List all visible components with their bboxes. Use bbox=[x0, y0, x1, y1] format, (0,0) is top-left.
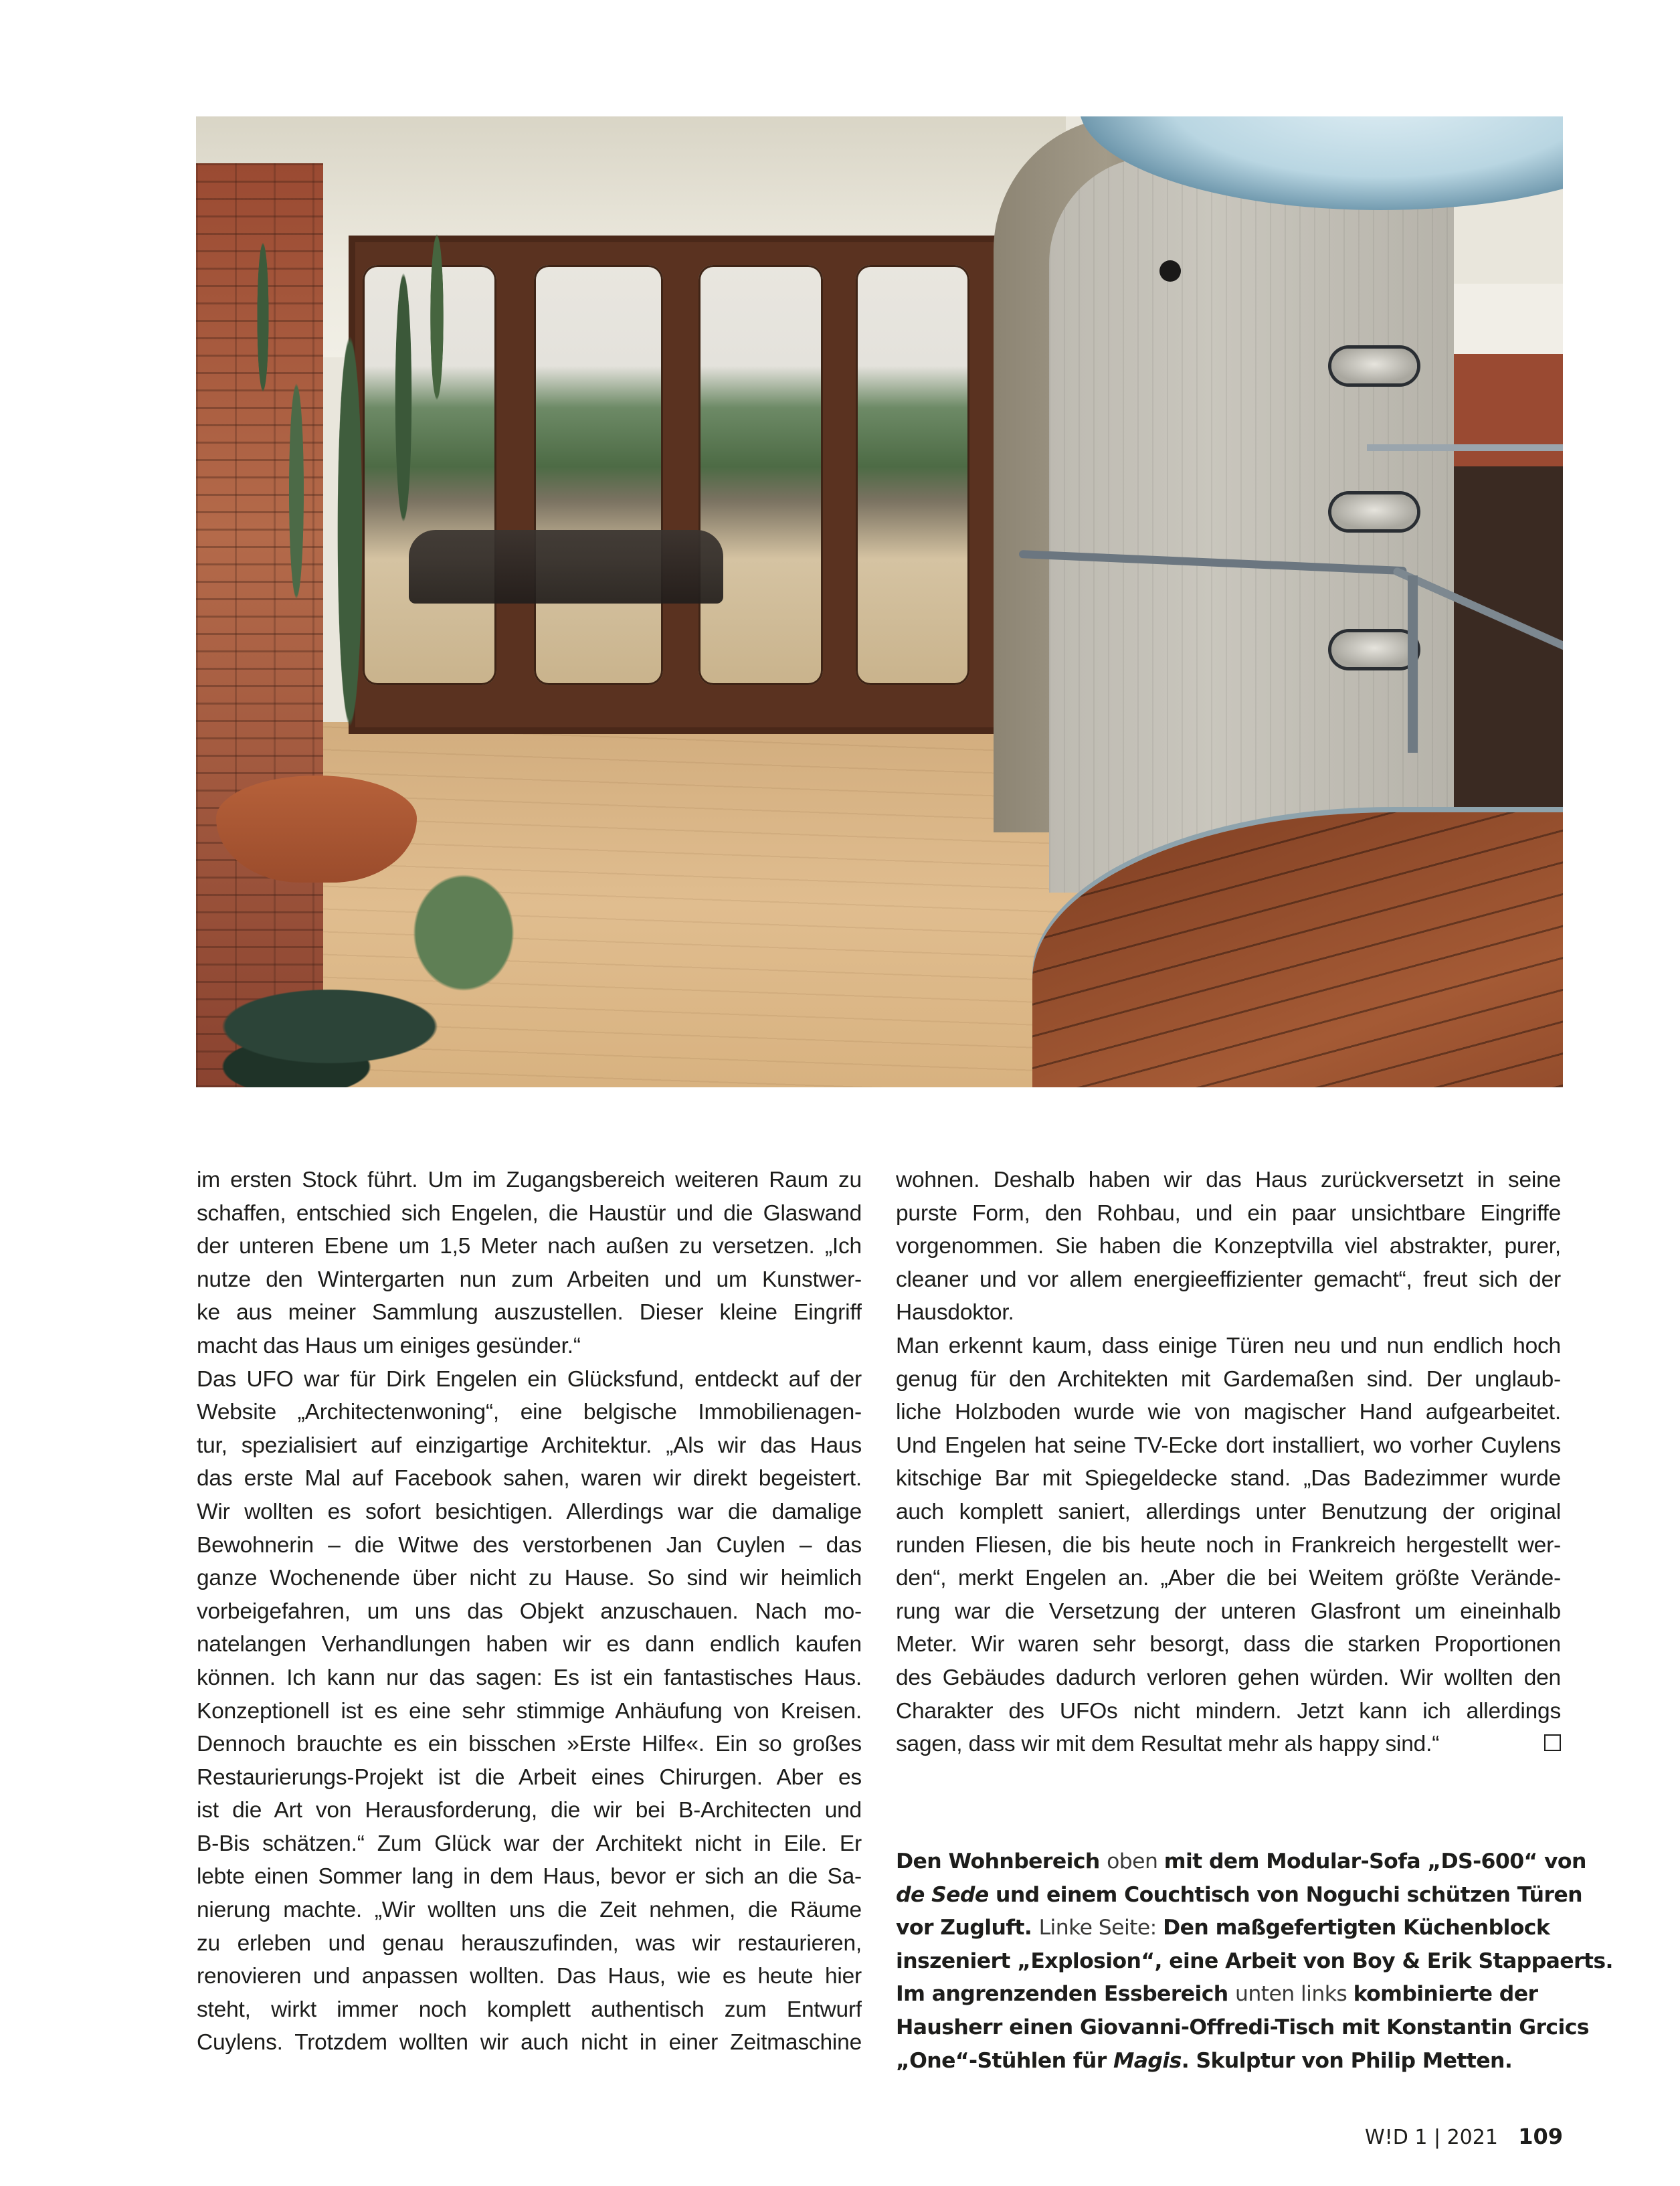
text-line: den“, merkt Engelen an. „Aber die bei Weitem größte Verände- bbox=[896, 1566, 1561, 1591]
photo-caption bbox=[896, 1845, 1613, 2078]
text-line: Bewohnerin – die Witwe des verstorbenen Jan Cuylen – das bbox=[197, 1532, 862, 1558]
text-line: nierung machte. „Wir wollten uns die Zeit nehmen, die Räume bbox=[197, 1898, 862, 1923]
text-line: Charakter des UFOs nicht mindern. Jetzt kann ich allerdings bbox=[896, 1698, 1561, 1724]
text-line: im ersten Stock führt. Um im Zugangsbereich weiteren Raum zu bbox=[197, 1168, 862, 1192]
text-line-final bbox=[896, 1728, 1561, 1761]
caption-line bbox=[896, 1912, 1565, 1945]
caption-run: de Sede bbox=[896, 1882, 989, 1907]
text-line: ist die Art von Herausforderung, die wir bei B-Architecten und bbox=[197, 1798, 862, 1823]
text-line: Und Engelen hat seine TV-Ecke dort installiert, wo vorher Cuylens bbox=[896, 1433, 1561, 1458]
caption-run: und einem Couchtisch von Noguchi schützen Türen bbox=[988, 1882, 1582, 1907]
text-line: schaffen, entschied sich Engelen, die Haustür und die Glaswand bbox=[197, 1200, 862, 1226]
caption-run: „One“-Stühlen für bbox=[896, 2048, 1114, 2073]
text-line: B-Bis schätzen.“ Zum Glück war der Architekt nicht in Eile. Er bbox=[197, 1831, 862, 1856]
wall-lamp-icon bbox=[1331, 632, 1417, 667]
handrail-post bbox=[1408, 575, 1418, 753]
caption-line bbox=[896, 2045, 1565, 2078]
text-line: vorgenommen. Sie haben die Konzeptvilla viel abstrakter, purer, bbox=[896, 1234, 1561, 1259]
text-line: liche Holzboden wurde wie von magischer Hand aufgearbeitet. bbox=[896, 1400, 1561, 1425]
text-line: das erste Mal auf Facebook sahen, waren wir direkt begeistert. bbox=[197, 1466, 862, 1491]
text-line: Man erkennt kaum, dass einige Türen neu und nun endlich hoch bbox=[896, 1333, 1561, 1358]
text-line: lebte einen Sommer lang in dem Haus, bevor er sich an die Sa- bbox=[197, 1864, 862, 1890]
text-line: natelangen Verhandlungen haben wir es dann endlich kaufen bbox=[197, 1632, 862, 1657]
caption-run: unten links bbox=[1234, 1982, 1354, 2007]
final-sentence: sagen, dass wir mit dem Resultat mehr als happy sind.“ bbox=[896, 1732, 1440, 1757]
gallery-railing bbox=[1367, 444, 1563, 451]
text-line: Website „Architectenwoning“, eine belgische Immobilienagen- bbox=[197, 1400, 862, 1425]
caption-run: oben bbox=[1107, 1849, 1164, 1874]
text-line: steht, wirkt immer noch komplett authentisch zum Entwurf bbox=[197, 1997, 862, 2022]
text-line: tur, spezialisiert auf einzigartige Architektur. „Als wir das Haus bbox=[197, 1433, 862, 1458]
caption-run: Im angrenzenden Essbereich bbox=[896, 1982, 1235, 2007]
page-footer bbox=[1365, 2124, 1563, 2151]
caption-run: kombinierte der bbox=[1353, 1982, 1538, 2007]
caption-line bbox=[896, 1945, 1613, 1979]
caption-run: Magis bbox=[1113, 2048, 1182, 2073]
caption-run: . Skulptur von Philip Metten. bbox=[1181, 2048, 1513, 2073]
text-line: wohnen. Deshalb haben wir das Haus zurückversetzt in seine bbox=[896, 1168, 1561, 1192]
text-line: cleaner und vor allem energieeffizienter gemacht“, freut sich der bbox=[896, 1267, 1561, 1292]
glass-pane-4 bbox=[856, 265, 969, 685]
text-line: purste Form, den Rohbau, und ein paar unsichtbare Eingriffe bbox=[896, 1200, 1561, 1226]
caption-line bbox=[896, 1879, 1582, 1912]
article-column-right bbox=[896, 1164, 1561, 1761]
text-line: Wir wollten es sofort besichtigen. Allerdings war die damalige bbox=[197, 1499, 862, 1524]
wall-lamp-icon bbox=[1331, 349, 1417, 383]
text-line: ke aus meiner Sammlung auszustellen. Dieser kleine Eingriff bbox=[197, 1300, 862, 1326]
text-line: vorbeigefahren, um uns das Objekt anzuschauen. Nach mo- bbox=[197, 1599, 862, 1624]
caption-run: inszeniert „Explosion“, eine Arbeit von Boy & Erik Stappaerts. bbox=[896, 1948, 1613, 1973]
text-line: Meter. Wir waren sehr besorgt, dass die starken Proportionen bbox=[896, 1632, 1561, 1657]
text-line: Restaurierungs-Projekt ist die Arbeit eines Chirurgen. Aber es bbox=[197, 1764, 862, 1790]
article-column-left bbox=[197, 1164, 862, 2060]
caption-line bbox=[896, 2011, 1589, 2045]
square-end-mark-icon bbox=[1544, 1734, 1561, 1751]
wall-hole bbox=[1159, 260, 1181, 282]
text-line: rung war die Versetzung der unteren Glasfront um eineinhalb bbox=[896, 1599, 1561, 1624]
text-line: auch komplett saniert, allerdings unter Benutzung der original bbox=[896, 1499, 1561, 1524]
text-line: Dennoch brauchte es ein bisschen »Erste Hilfe«. Ein so großes bbox=[197, 1732, 862, 1757]
caption-run: Den Wohnbereich bbox=[896, 1849, 1107, 1874]
text-line: Konzeptionell ist es eine sehr stimmige Anhäufung von Kreisen. bbox=[197, 1698, 862, 1724]
text-line: Hausdoktor. bbox=[896, 1300, 1014, 1326]
caption-run: mit dem Modular-Sofa „DS-600“ von bbox=[1163, 1849, 1586, 1874]
text-line: können. Ich kann nur das sagen: Es ist ein fantastisches Haus. bbox=[197, 1665, 862, 1690]
page-number: 109 bbox=[1518, 2124, 1563, 2149]
text-line: renovieren und anpassen wollten. Das Haus, wie es heute hier bbox=[197, 1964, 862, 1989]
text-line: kitschige Bar mit Spiegeldecke stand. „Das Badezimmer wurde bbox=[896, 1466, 1561, 1491]
glass-pane-3 bbox=[698, 265, 823, 685]
foreground-plants bbox=[196, 799, 571, 1087]
text-line: nutze den Wintergarten nun zum Arbeiten und um Kunstwer- bbox=[197, 1267, 862, 1292]
caption-line bbox=[896, 1978, 1565, 2011]
text-line: genug für den Architekten mit Gardemaßen sind. Der unglaub- bbox=[896, 1366, 1561, 1392]
text-line: der unteren Ebene um 1,5 Meter nach außen zu versetzen. „Ich bbox=[197, 1234, 862, 1259]
text-line: des Gebäudes dadurch verloren gehen würden. Wir wollten den bbox=[896, 1665, 1561, 1690]
caption-run: Linke Seite: bbox=[1038, 1916, 1163, 1940]
text-line: Das UFO war für Dirk Engelen ein Glücksfund, entdeckt auf der bbox=[197, 1366, 862, 1392]
wall-lamp-icon bbox=[1331, 494, 1417, 529]
text-line: zu erleben und genau herauszufinden, was wir restaurieren, bbox=[197, 1930, 862, 1956]
text-line: runden Fliesen, die bis heute noch in Frankreich hergestellt wer- bbox=[896, 1532, 1561, 1558]
text-line: macht das Haus um einiges gesünder.“ bbox=[197, 1333, 581, 1358]
caption-run: Den maßgefertigten Küchenblock bbox=[1163, 1916, 1550, 1940]
article-photo bbox=[196, 116, 1563, 1087]
caption-line bbox=[896, 1845, 1586, 1879]
caption-run: vor Zugluft. bbox=[896, 1916, 1039, 1940]
text-line: Cuylens. Trotzdem wollten wir auch nicht in einer Zeitmaschine bbox=[197, 2030, 862, 2056]
text-line: ganze Wochenende über nicht zu Hause. So sind wir heimlich bbox=[197, 1566, 862, 1591]
caption-run: Hausherr einen Giovanni-Offredi-Tisch mit Konstantin Grcics bbox=[896, 2015, 1589, 2039]
glass-pane-2 bbox=[534, 265, 663, 685]
magazine-issue: W!D 1 | 2021 bbox=[1365, 2126, 1498, 2149]
